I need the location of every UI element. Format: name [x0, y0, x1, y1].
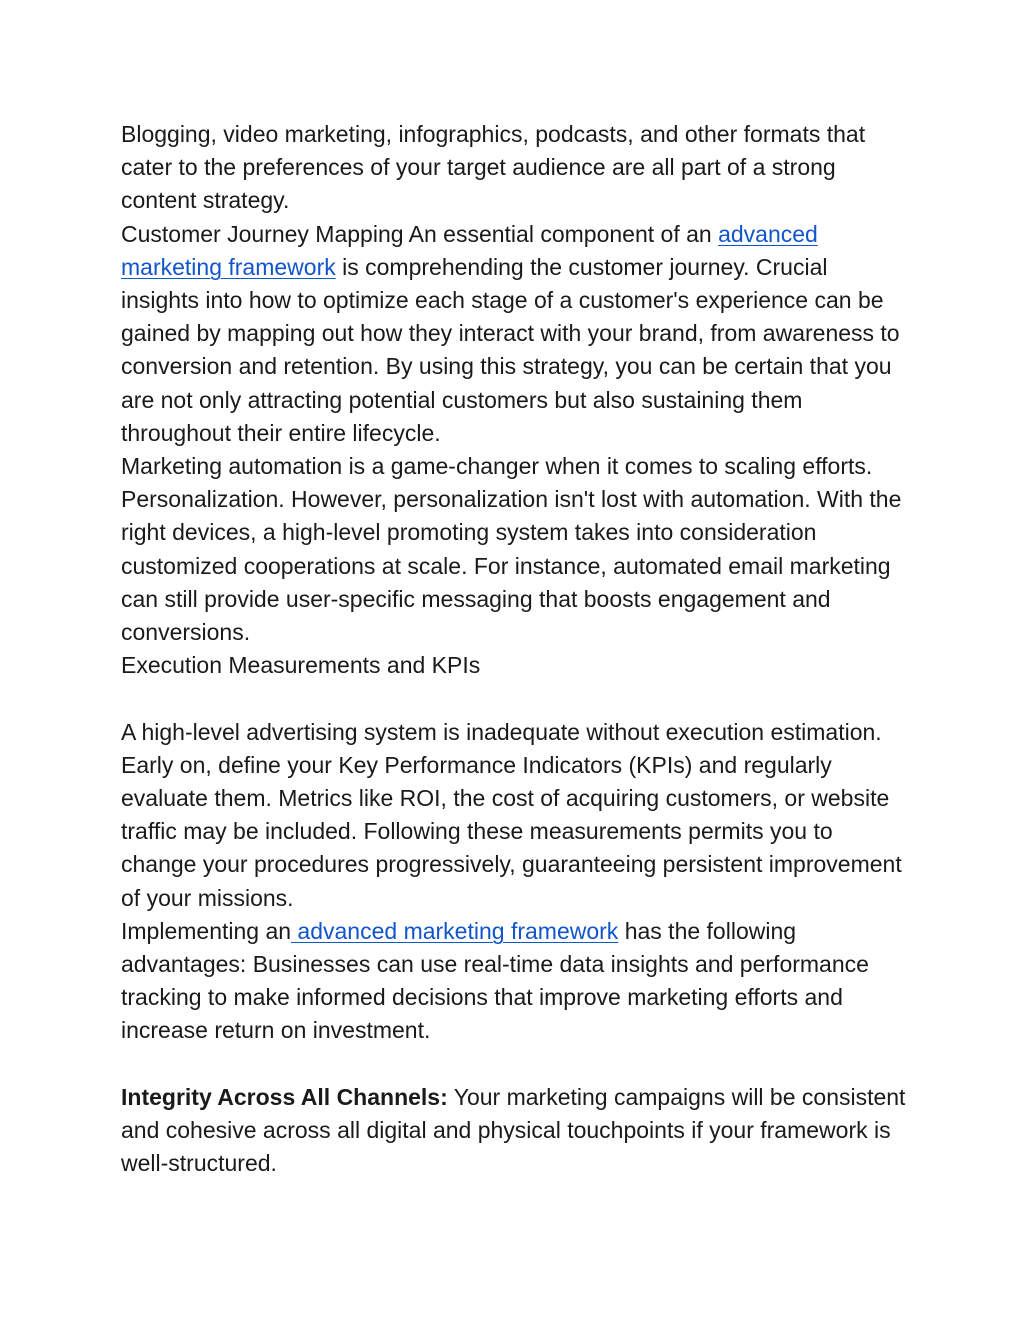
- implementation-text-before: Implementing an: [121, 917, 292, 944]
- document-page: [121, 118, 911, 1180]
- customer-journey-text-after: is comprehending the customer journey. Crucial insights into how to optimize each stage of a customer's experience can be gained by mapping out how they interact with your brand, from awareness to conversion and retention. By using this strategy, you can be certain that you are not only attracting potential customers but also sustaining them throughout their entire lifecycle.: [121, 253, 900, 446]
- integrity-lead-text: Integrity Across All Channels:: [121, 1083, 448, 1110]
- advanced-marketing-framework-link-1[interactable]: advanced marketing framework: [121, 220, 818, 280]
- integrity-rest-text: Your marketing campaigns will be consistent and cohesive across all digital and physical touchpoints if your framework is well-structured.: [121, 1083, 906, 1177]
- paragraph-integrity-channels: [121, 1081, 911, 1181]
- paragraph-marketing-automation: Marketing automation is a game-changer when it comes to scaling efforts. Personalization. However, personalization isn't lost with automation. With the right devices, a high-level promoting system takes into consideration customized cooperations at scale. For instance, automated email marketing can still provide user-specific messaging that boosts engagement and conversions.: [121, 453, 902, 646]
- paragraph-performance-measurement: A high-level advertising system is inadequate without execution estimation. Early on, define your Key Performance Indicators (KPIs) and regularly evaluate them. Metrics like ROI, the cost of acquiring customers, or website traffic may be included. Following these measurements permits you to change your procedures progressively, guaranteeing persistent improvement of your missions.: [121, 718, 902, 911]
- advanced-marketing-framework-link-2[interactable]: advanced marketing framework: [291, 917, 619, 944]
- paragraph-gap: [121, 1048, 911, 1081]
- paragraph-customer-journey: [121, 218, 911, 450]
- paragraph-gap: [121, 682, 911, 715]
- implementation-text-after: has the following advantages: Businesses can use real-time data insights and performance tracking to make informed decisions that improve marketing efforts and increase return on investment.: [121, 917, 869, 1044]
- section-heading-kpis: Execution Measurements and KPIs: [121, 652, 481, 679]
- paragraph-content-strategy: Blogging, video marketing, infographics, podcasts, and other formats that cater to the preferences of your target audience are all part of a strong content strategy.: [121, 121, 866, 214]
- paragraph-implementation-advantages: [121, 915, 911, 1048]
- customer-journey-text-before: Customer Journey Mapping An essential component of an: [121, 220, 719, 247]
